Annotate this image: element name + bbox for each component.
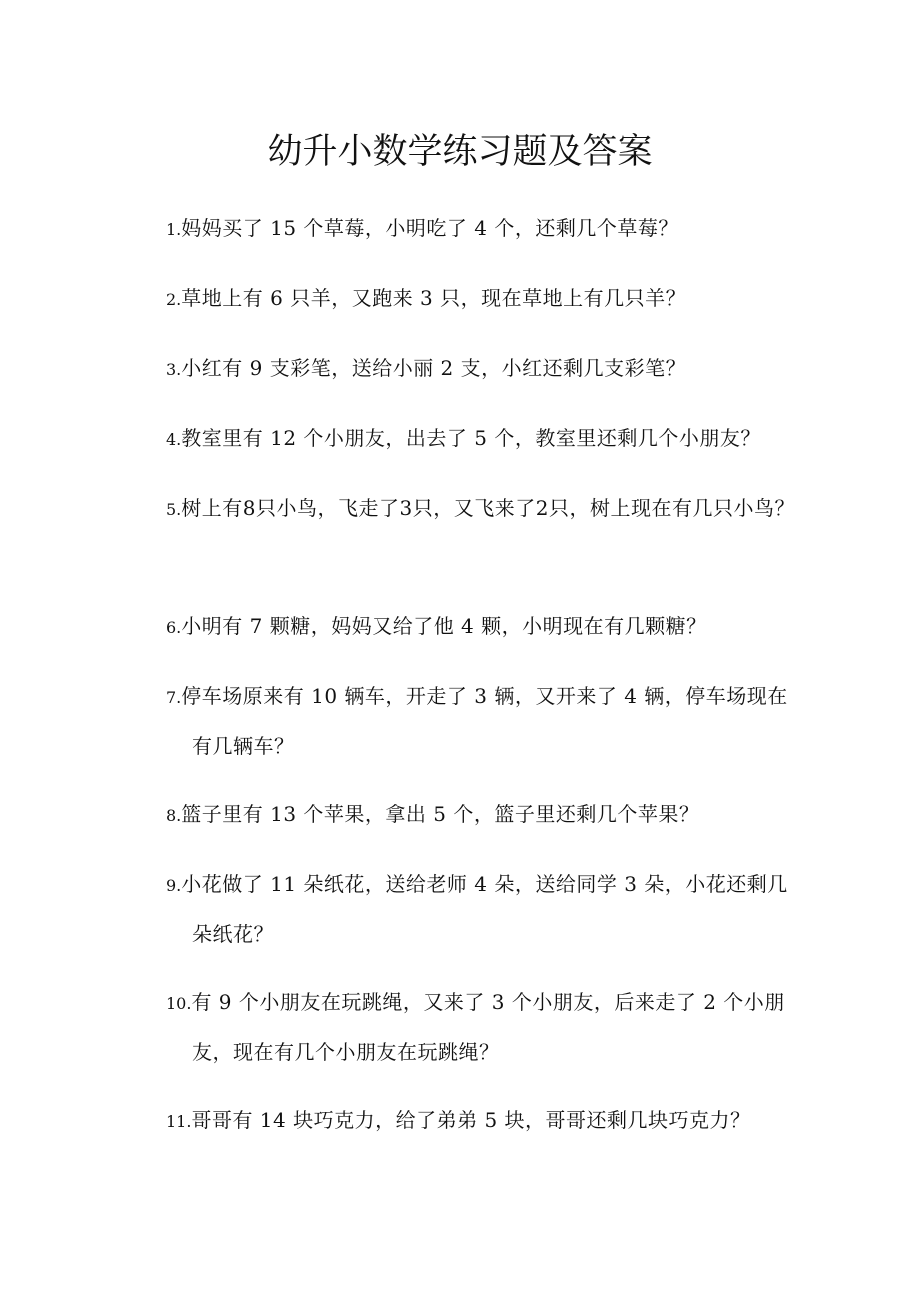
question-8 [166, 790, 806, 840]
question-7 [166, 672, 806, 771]
question-10 [166, 978, 806, 1077]
question-number: 5. [166, 500, 182, 519]
question-number: 8. [166, 806, 182, 825]
question-11 [166, 1096, 806, 1146]
question-number: 7. [166, 688, 182, 707]
question-3 [166, 344, 806, 394]
question-text: 教室里有 12 个小朋友，出去了 5 个，教室里还剩几个小朋友？ [181, 426, 761, 450]
question-text: 停车场原来有 10 辆车，开走了 3 辆，又开来了 4 辆，停车场现在有几辆车？ [181, 684, 788, 758]
page-title: 幼升小数学练习题及答案 [267, 132, 653, 172]
question-number: 6. [166, 618, 182, 637]
question-number: 1. [166, 220, 182, 239]
question-2 [166, 274, 806, 324]
question-text: 篮子里有 13 个苹果，拿出 5 个，篮子里还剩几个苹果？ [181, 802, 700, 826]
question-text: 小红有 9 支彩笔，送给小丽 2 支，小红还剩几支彩笔？ [181, 356, 687, 380]
question-text: 树上有8只小鸟，飞走了3只，又飞来了2只，树上现在有几只小鸟？ [181, 496, 795, 520]
question-4 [166, 414, 806, 464]
question-9 [166, 860, 806, 959]
question-6 [166, 602, 806, 652]
question-number: 10. [166, 994, 192, 1013]
question-text: 妈妈买了 15 个草莓，小明吃了 4 个，还剩几个草莓？ [181, 216, 679, 240]
question-number: 9. [166, 876, 182, 895]
question-5 [166, 484, 806, 534]
question-text: 小花做了 11 朵纸花，送给老师 4 朵，送给同学 3 朵，小花还剩几朵纸花？ [181, 872, 788, 946]
question-text: 草地上有 6 只羊，又跑来 3 只，现在草地上有几只羊？ [181, 286, 687, 310]
question-1 [166, 204, 806, 254]
question-number: 2. [166, 290, 182, 309]
question-text: 有 9 个小朋友在玩跳绳，又来了 3 个小朋友，后来走了 2 个小朋友，现在有几个小朋友在玩跳绳？ [191, 990, 785, 1064]
question-text: 小明有 7 颗糖，妈妈又给了他 4 颗，小明现在有几颗糖？ [181, 614, 707, 638]
question-number: 3. [166, 360, 182, 379]
question-number: 4. [166, 430, 182, 449]
question-number: 11. [166, 1112, 192, 1131]
question-text: 哥哥有 14 块巧克力，给了弟弟 5 块，哥哥还剩几块巧克力？ [191, 1108, 751, 1132]
